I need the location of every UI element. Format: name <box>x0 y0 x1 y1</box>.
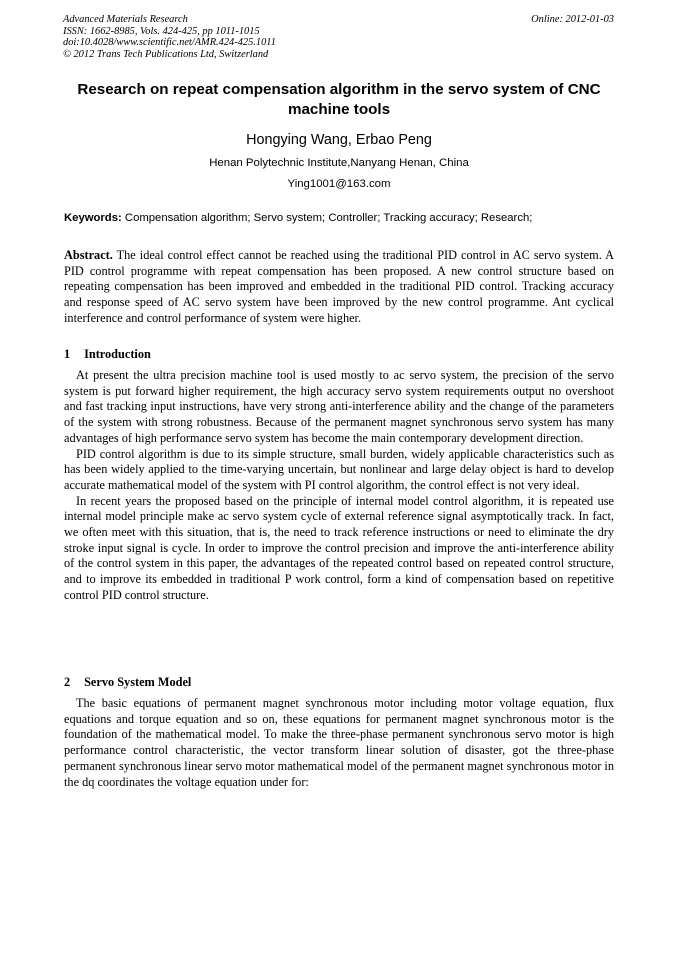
journal-header <box>63 14 443 60</box>
section-title: Introduction <box>84 347 151 361</box>
author-email[interactable]: Ying1001@163.com <box>287 178 391 190</box>
journal-name: Advanced Materials Research <box>63 14 188 25</box>
paragraph: In recent years the proposed based on the principle of internal model control algorithm, it is repeated use internal model principle make ac servo system cycle of external reference signal asymptotically track. In fact, we often meet with this situation, that is, the need to track reference instructions or need to eliminate the dry stroke input signal is cycle. In order to improve the control precision and improve the anti-interference ability of the control system in this paper, the advantages of the repeated control based on repeated control structure, and to improve its embedded in traditional P work control, form a kind of compensation based on repetitive control PID control structure. <box>64 493 614 602</box>
issn-line: ISSN: 1662-8985, Vols. 424-425, pp 1011-1015 <box>63 25 260 37</box>
affiliation: Henan Polytechnic Institute,Nanyang Henan, China <box>209 157 469 169</box>
section-title: Servo System Model <box>84 675 192 689</box>
section-number: 2 <box>64 675 71 689</box>
section-heading-servo-system-model <box>64 675 191 690</box>
section-number: 1 <box>64 347 71 361</box>
paragraph: At present the ultra precision machine tool is used mostly to ac servo system, the precision of the servo system is put forward higher requirement, the high accuracy servo system requirements output no overshoot and fast tracking input instructions, have very strong anti-interference ability and the change of the parameters of the system with strong robustness. Because of the permanent magnet synchronous servo system has many advantages of high performance servo system has become the main contemporary development direction. <box>64 368 614 445</box>
keywords-text: Compensation algorithm; Servo system; Controller; Tracking accuracy; Research; <box>124 212 533 224</box>
introduction-body <box>64 368 614 604</box>
online-date: Online: 2012-01-03 <box>531 14 614 25</box>
servo-model-body <box>64 696 614 790</box>
paragraph: PID control algorithm is due to its simple structure, small burden, widely applicable characteristics such as has been widely applied to the time-varying uncertain, but nonlinear and large delay object is hard to develop accurate mathematical model of the system with PI control algorithm, the control effect is not very ideal. <box>64 446 614 492</box>
keywords-label: Keywords: <box>64 212 122 224</box>
paper-title: Research on repeat compensation algorithm in the servo system of CNC machine tools <box>77 81 601 118</box>
section-heading-introduction <box>64 347 151 362</box>
authors: Hongying Wang, Erbao Peng <box>246 132 432 148</box>
abstract-label: Abstract. <box>64 248 113 262</box>
abstract <box>64 248 614 327</box>
paragraph: The basic equations of permanent magnet synchronous motor including motor voltage equation, flux equations and torque equation and so on, these equations for permanent magnet synchronous motor is the foundation of the mathematical model. To make the three-phase permanent synchronous servo motor is high performance control characteristic, the vector transform linear solution of disaster, got the three-phase permanent synchronous linear servo motor mathematical model of the permanent magnet synchronous motor in the dq coordinates the voltage equation under for: <box>64 696 614 789</box>
copyright-line: © 2012 Trans Tech Publications Ltd, Switzerland <box>63 48 269 60</box>
keywords <box>64 211 616 225</box>
abstract-text: The ideal control effect cannot be reached using the traditional PID control in AC servo system. A PID control programme with repeat compensation has been proposed. A new control structure based on repeating compensation has been improved and embedded in the traditional PID control. Tracking accuracy and response speed of AC servo system have been improved by the new control programme. Ant cyclical interference and control performance of system were higher. <box>64 248 614 325</box>
doi-line[interactable]: doi:10.4028/www.scientific.net/AMR.424-425.1011 <box>63 37 276 48</box>
